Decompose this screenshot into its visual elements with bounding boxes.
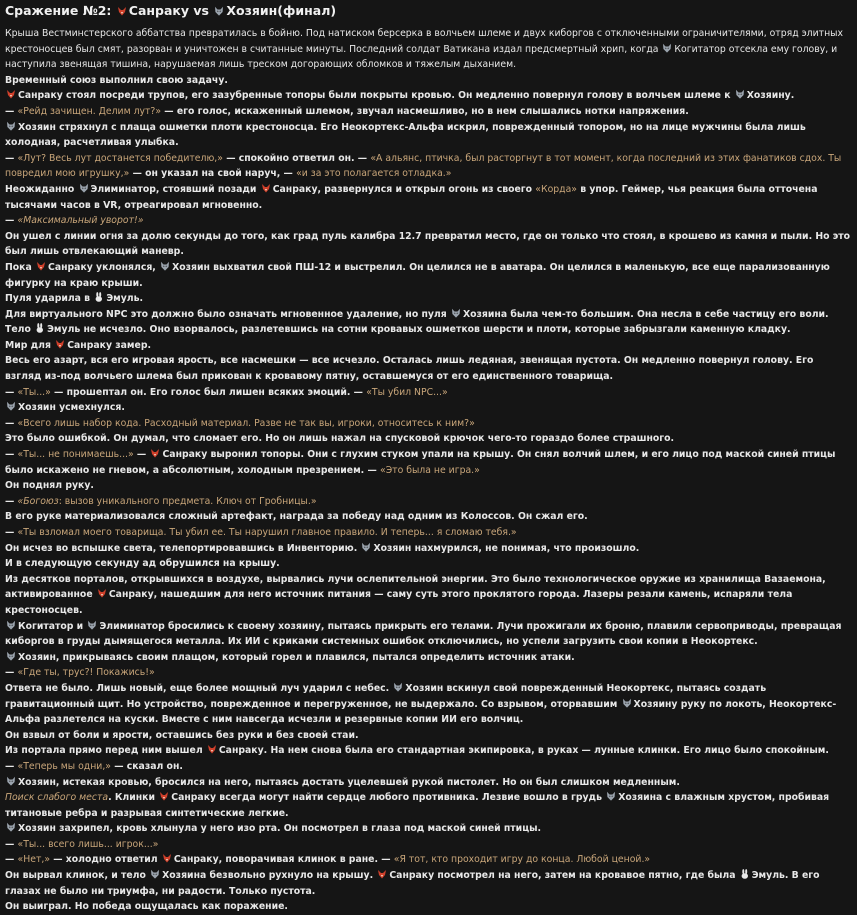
wolf-icon-glyph xyxy=(662,43,672,53)
paragraph xyxy=(5,291,853,307)
dialogue-text: «Лут? Весь лут достанется победителю,» xyxy=(17,152,223,164)
paragraph xyxy=(5,229,853,260)
wolf-icon-glyph xyxy=(6,651,16,661)
narration-text: Когитатор отсекла ему голову, и наступила звенящая тишина, нарушаемая лишь треском догорающих обломков и тяжелым дыханием. xyxy=(5,43,838,71)
narration-text: Хозяин захрипел, кровь хлынула у него изо рта. Он посмотрел в глаза под маской синей птицы. xyxy=(18,823,542,835)
wolf-icon-glyph xyxy=(214,6,224,16)
paragraph xyxy=(5,541,853,557)
rabbit-icon-glyph xyxy=(35,323,45,333)
narration-text: — xyxy=(5,527,18,538)
fox-icon xyxy=(55,339,65,349)
narration-text: Это было ошибкой. Он думал, что сломает его. Но он лишь нажал на спусковой крючок чего-то гораздо более страшного. xyxy=(5,433,675,445)
dialogue-text: «Ты... всего лишь... игрок...» xyxy=(17,838,159,850)
narration-text: Хозяину. xyxy=(746,90,795,102)
narration-text: Хозяину руку по локоть, Неокортекс-Альфа разлетелся на куски. Вместе с ним навсегда исчезли и резервные копии ИИ его волчиц. xyxy=(5,698,837,726)
paragraph xyxy=(5,120,853,151)
dialogue-text: «Рейд зачищен. Делим лут?» xyxy=(17,105,162,117)
narration-text: — xyxy=(5,449,18,461)
paragraph xyxy=(5,650,853,666)
wolf-icon xyxy=(6,121,16,131)
fox-icon xyxy=(117,6,127,16)
wolf-icon-glyph xyxy=(622,698,632,708)
narration-text: — его голос, искаженный шлемом, звучал насмешливо, но в нем слышались нотки напряжения. xyxy=(161,105,689,117)
fox-icon-glyph xyxy=(162,853,172,863)
narration-text: Элиминатор, стоявший позади xyxy=(90,183,260,195)
wolf-icon xyxy=(87,620,97,630)
narration-text: Крыша Вестминстерского аббатства превратилась в бойню. Под натиском берсерка в волчьем шлеме и двух киборгов с отключенными ограничителями, отряд элитных крестоносцев был смят, разорван и уничтожен в считанные минуты. Последний солдат Ватикана издал предсмертный хрип, когда xyxy=(5,28,844,55)
narration-text: Пока xyxy=(5,261,35,273)
wolf-icon xyxy=(214,6,224,16)
narration-text: Хозяин стряхнул с плаща ошметки плоти крестоносца. Его Неокортекс-Альфа искрил, поврежденный топором, но на лице мужчины была лишь холодная, расчетливая улыбка. xyxy=(5,121,806,149)
fox-icon xyxy=(377,869,387,879)
narration-text: Он взвыл от боли и ярости, оставшись без руки и без своей стаи. xyxy=(5,729,359,741)
fox-icon xyxy=(6,89,16,99)
wolf-icon xyxy=(393,682,403,692)
narration-text: Из портала прямо перед ним вышел xyxy=(5,745,206,757)
paragraph xyxy=(5,821,853,837)
narration-text: Весь его азарт, вся его игровая ярость, все насмешки — все исчезло. Осталась лишь ледяная, звенящая пустота. Он медленно повернул голову. Его взгляд из-под волчьего шлема был прикован к кровавому пятну, оставшемуся от его единственного товарища. xyxy=(5,355,814,383)
dialogue-text: «Теперь мы одни,» xyxy=(17,760,111,772)
narration-text: в упор. Геймер, чья реакция была отточена тысячами часов в VR, отреагировал мгновенно. xyxy=(5,183,818,211)
wolf-icon-glyph xyxy=(6,822,16,832)
paragraph xyxy=(5,665,853,681)
wolf-icon xyxy=(160,261,170,271)
paragraph xyxy=(5,182,853,213)
paragraph xyxy=(5,775,853,791)
dialogue-text: «Ты... не понимаешь...» xyxy=(17,449,134,461)
narration-text: Он вырвал клинок, и тело xyxy=(5,870,150,882)
dialogue-text: «Ты убил NPC...» xyxy=(366,386,448,398)
narration-text: Санраку всегда могут найти сердце любого противника. Лезвие вошло в грудь xyxy=(171,792,606,804)
narration-text: Санраку уклонялся, xyxy=(48,261,160,273)
fox-icon-glyph xyxy=(36,261,46,271)
paragraph xyxy=(5,307,853,338)
wolf-icon-glyph xyxy=(606,791,616,801)
narration-text: Хозяина с влажным хрустом, пробивая титановые ребра и разрывая синтетические легкие. xyxy=(5,792,830,819)
skill-text: «Максимальный уворот!» xyxy=(17,215,144,227)
wolf-icon-glyph xyxy=(6,121,16,131)
narration-text: — сказал он. xyxy=(110,760,183,772)
narration-text: — xyxy=(133,449,150,461)
narration-text: — xyxy=(5,760,18,772)
narration-text: Хозяин усмехнулся. xyxy=(18,402,125,414)
paragraph xyxy=(5,837,853,853)
narration-text: Неожиданно xyxy=(5,183,78,195)
fox-icon-glyph xyxy=(117,6,127,16)
rabbit-icon xyxy=(740,869,750,879)
narration-text: Хозяина безвольно рухнуло на крышу. xyxy=(162,870,377,882)
wolf-icon-glyph xyxy=(160,261,170,271)
narration-text: Временный союз выполнил свою задачу. xyxy=(5,74,228,86)
paragraph xyxy=(5,868,853,899)
narration-text: — xyxy=(5,838,18,850)
paragraph xyxy=(5,338,853,354)
dialogue-text: «Ты...» xyxy=(17,386,51,398)
narration-text: Санраку посмотрел на него, затем на кровавое пятно, где была xyxy=(389,870,739,882)
rabbit-icon xyxy=(94,292,104,302)
narration-text: — xyxy=(5,417,18,429)
paragraph xyxy=(5,73,853,89)
narration-text: — спокойно ответил он. — xyxy=(222,152,371,164)
narration-text: Он выиграл. Но победа ощущалась как поражение. xyxy=(5,901,288,913)
narration-text: Хозяина была чем-то большим. Она несла в себе частицу его воли. Тело xyxy=(5,308,829,336)
paragraph xyxy=(5,619,853,650)
paragraph xyxy=(5,572,853,619)
fox-icon-glyph xyxy=(159,791,169,801)
fox-icon-glyph xyxy=(150,448,160,458)
narration-text: Санраку выронил топоры. Они с глухим стуком упали на крышу. Он снял волчий шлем, и его лицо под маской синей птицы было искажено не гневом, а абсолютным, холодным презрением. — xyxy=(5,449,836,476)
narration-text: — прошептал он. Его голос был лишен всяких эмоций. — xyxy=(50,386,367,398)
narration-text: Для виртуального NPC это должно было означать мгновенное удаление, но пуля xyxy=(5,308,450,320)
dialogue-text: «Корда» xyxy=(535,183,577,195)
narration-text: И в следующую секунду ад обрушился на крышу. xyxy=(5,558,280,570)
narration-text: — xyxy=(5,495,18,507)
narration-text: Хозяин вскинул свой поврежденный Неокортекс, пытаясь создать гравитационный щит. Но устройство, поврежденное и перегруженное, не выдержало. Со взрывом, оторвавшим xyxy=(5,682,767,710)
narration-text: — xyxy=(5,152,18,164)
story-body xyxy=(5,26,853,915)
fox-icon xyxy=(162,853,172,863)
narration-text: — xyxy=(5,667,18,679)
narration-text: Он поднял руку. xyxy=(5,480,94,492)
narration-text: Элиминатор бросились к своему хозяину, пытаясь прикрыть его телами. Лучи прожигали их броню, плавили сервоприводы, превращая киборгов в груды дымящегося металла. Их ИИ с криками системных ошибок отключились, но успели загрузить свои копии в Неокортекс. xyxy=(5,620,842,648)
wolf-icon-glyph xyxy=(735,89,745,99)
narration-text: — xyxy=(5,215,18,227)
narration-text: Ответа не было. Лишь новый, еще более мощный луч ударил с небес. xyxy=(5,682,393,694)
paragraph xyxy=(5,26,853,73)
wolf-icon xyxy=(6,776,16,786)
paragraph xyxy=(5,104,853,120)
paragraph xyxy=(5,743,853,759)
dialogue-text: «Нет,» xyxy=(17,854,51,866)
narration-text: Хозяин выхватил свой ПШ-12 и выстрелил. Он целился не в аватара. Он целился в маленькую, все еще парализованную фигурку на краю крыши. xyxy=(5,261,830,289)
dialogue-text: «и за это полагается отладка.» xyxy=(296,168,452,180)
fox-icon xyxy=(207,744,217,754)
wolf-icon xyxy=(662,43,672,53)
dialogue-text: «Где ты, трус?! Покажись!» xyxy=(17,667,155,679)
fox-icon xyxy=(261,183,271,193)
narration-text: В его руке материализовался сложный артефакт, награда за победу над одним из Колоссов. Он сжал его. xyxy=(5,511,588,523)
wolf-icon xyxy=(79,183,89,193)
wolf-icon xyxy=(6,401,16,411)
narration-text: Он исчез во вспышке света, телепортировавшись в Инвенторию. xyxy=(5,542,361,554)
wolf-icon xyxy=(361,542,371,552)
narration-text: Эмуль. В его глазах не было ни триумфа, ни радости. Только пустота. xyxy=(5,870,820,897)
paragraph xyxy=(5,790,853,821)
narration-text: — он указал на свой наруч, — xyxy=(129,168,297,180)
wolf-icon-glyph xyxy=(150,869,160,879)
wolf-icon xyxy=(6,822,16,832)
paragraph xyxy=(5,509,853,525)
paragraph xyxy=(5,899,853,915)
narration-text: Хозяин, истекая кровью, бросился на него, пытаясь достать уцелевшей рукой пистолет. Но он был слишком медленным. xyxy=(18,776,680,788)
wolf-icon xyxy=(150,869,160,879)
title-sanraku: Санраку vs xyxy=(128,3,214,18)
wolf-icon-glyph xyxy=(6,776,16,786)
paragraph xyxy=(5,728,853,744)
narration-text: Санраку замер. xyxy=(67,339,152,351)
rabbit-icon-glyph xyxy=(740,869,750,879)
fox-icon-glyph xyxy=(6,89,16,99)
skill-text: «Богоюз xyxy=(17,495,59,507)
title-prefix: Сражение №2: xyxy=(5,3,116,18)
paragraph xyxy=(5,416,853,432)
wolf-icon-glyph xyxy=(79,183,89,193)
title-master: Хозяин(финал) xyxy=(226,3,337,18)
dialogue-text: «Ты взломал моего товарища. Ты убил ее. Ты нарушил главное правило. И теперь... я сломаю тебя.» xyxy=(17,527,517,538)
wolf-icon xyxy=(606,791,616,801)
paragraph xyxy=(5,260,853,291)
narration-text: Хозяин нахмурился, не понимая, что произошло. xyxy=(373,542,640,554)
fox-icon-glyph xyxy=(261,183,271,193)
wolf-icon xyxy=(6,620,16,630)
fox-icon-glyph xyxy=(97,588,107,598)
narration-text: Из десятков порталов, открывшихся в воздухе, вырвались лучи ослепительной энергии. Это было технологическое оружие из хранилища Вазаемона, активированное xyxy=(5,573,826,601)
wolf-icon xyxy=(735,89,745,99)
paragraph xyxy=(5,525,853,541)
narration-text: Мир для xyxy=(5,339,55,351)
wolf-icon-glyph xyxy=(87,620,97,630)
fox-icon xyxy=(97,588,107,598)
fox-icon xyxy=(150,448,160,458)
fox-icon-glyph xyxy=(207,744,217,754)
paragraph xyxy=(5,478,853,494)
wolf-icon-glyph xyxy=(361,542,371,552)
paragraph xyxy=(5,400,853,416)
narration-text: Санраку стоял посреди трупов, его зазубренные топоры были покрыты кровью. Он медленно повернул голову в волчьем шлеме к xyxy=(18,90,734,102)
narration-text: Эмуль. xyxy=(106,293,144,305)
paragraph xyxy=(5,151,853,182)
narration-text: Пуля ударила в xyxy=(5,293,94,305)
dialogue-text: «Это была не игра.» xyxy=(380,464,480,476)
narration-text: — xyxy=(5,854,18,866)
wolf-icon-glyph xyxy=(6,401,16,411)
paragraph xyxy=(5,431,853,447)
narration-text: Он ушел с линии огня за долю секунды до того, как град пуль калибра 12.7 превратил место, где он только что стоял, в крошево из камня и пыли. Но это был лишь отвлекающий маневр. xyxy=(5,230,851,258)
narration-text: Хозяин, прикрываясь своим плащом, который горел и плавился, пытался определить источник атаки. xyxy=(18,651,575,663)
rabbit-icon-glyph xyxy=(94,292,104,302)
page-title xyxy=(5,2,853,20)
paragraph xyxy=(5,852,853,868)
fox-icon-glyph xyxy=(55,339,65,349)
wolf-icon-glyph xyxy=(393,682,403,692)
narration-text: Санраку. На нем снова была его стандартная экипировка, в руках — лунные клинки. Его лицо было спокойным. xyxy=(218,745,829,757)
narration-text: Санраку, развернулся и открыл огонь из своего xyxy=(272,183,536,195)
dialogue-text: : вызов уникального предмета. Ключ от Гробницы.» xyxy=(58,495,317,507)
skill-text: Поиск слабого места xyxy=(5,792,109,804)
fox-icon xyxy=(159,791,169,801)
paragraph xyxy=(5,213,853,229)
paragraph xyxy=(5,681,853,728)
paragraph xyxy=(5,447,853,478)
wolf-icon-glyph xyxy=(451,308,461,318)
narration-text: Эмуль не исчезло. Оно взорвалось, разлетевшись на сотни кровавых ошметков шерсти и плоти, которые забрызгали каменную кладку. xyxy=(47,324,791,336)
dialogue-text: «Всего лишь набор кода. Расходный материал. Разве не так вы, игроки, относитесь к ним?» xyxy=(17,417,475,429)
paragraph xyxy=(5,353,853,384)
narration-text: — холодно ответил xyxy=(50,854,161,866)
narration-text: Санраку, нашедшим для него источник питания — саму суть этого проклятого города. Лазеры резали камень, испаряли тела крестоносцев. xyxy=(5,589,793,616)
fox-icon xyxy=(36,261,46,271)
paragraph xyxy=(5,385,853,401)
dialogue-text: «А альянс, птичка, был расторгнут в тот момент, когда последний из этих фанатиков сдох. Ты повредил мою игрушку,» xyxy=(5,152,842,180)
paragraph xyxy=(5,556,853,572)
narration-text: Когитатор и xyxy=(18,620,87,632)
narration-text: — xyxy=(5,105,18,117)
wolf-icon xyxy=(622,698,632,708)
wolf-icon-glyph xyxy=(6,620,16,630)
paragraph xyxy=(5,88,853,104)
paragraph xyxy=(5,759,853,775)
narration-text: . Клинки xyxy=(108,792,159,804)
rabbit-icon xyxy=(35,323,45,333)
fox-icon-glyph xyxy=(377,869,387,879)
narration-text: — xyxy=(5,386,18,398)
paragraph xyxy=(5,494,853,510)
narration-text: Санраку, поворачивая клинок в ране. — xyxy=(173,854,394,866)
dialogue-text: «Я тот, кто проходит игру до конца. Любой ценой.» xyxy=(393,854,651,866)
wolf-icon xyxy=(6,651,16,661)
wolf-icon xyxy=(451,308,461,318)
